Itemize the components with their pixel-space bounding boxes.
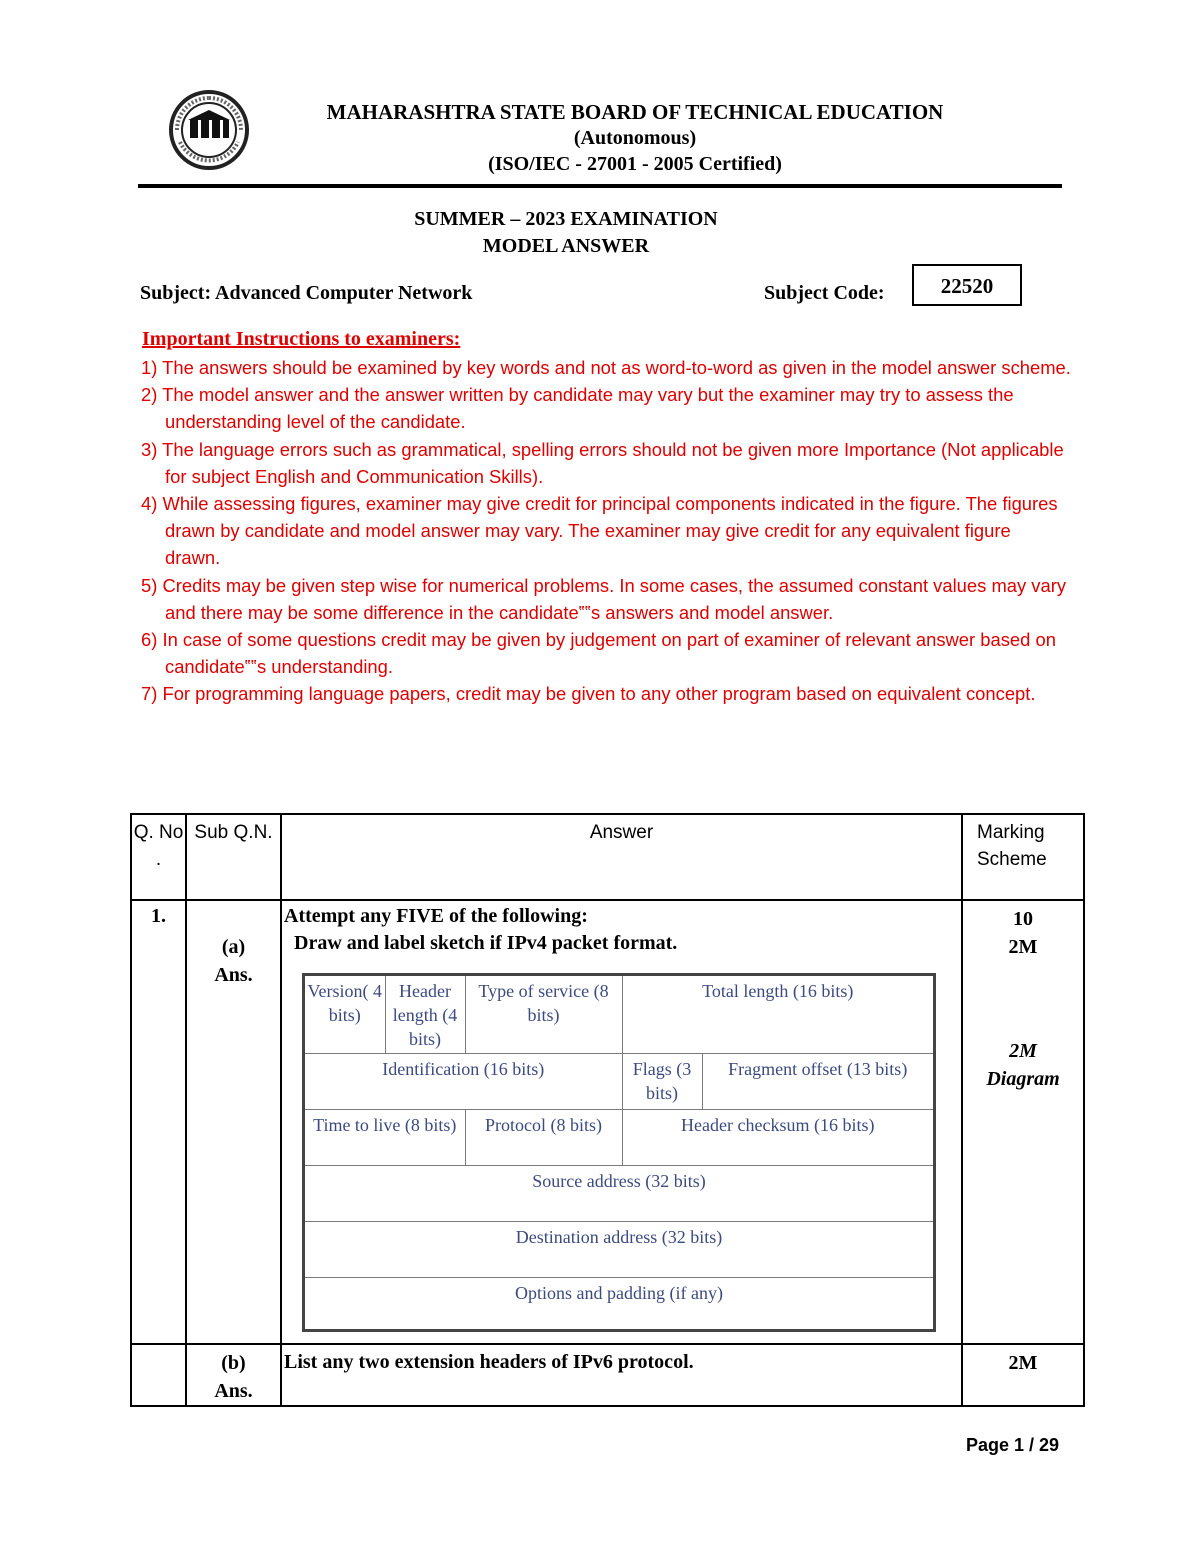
field-options-padding: Options and padding (if any) [305, 1278, 933, 1328]
instruction-item: 5) Credits may be given step wise for numerical problems. In some cases, the assumed constant values may vary and there may be some difference in the candidate‟‟s answers and model answer. [141, 574, 1067, 623]
q-number-empty [131, 1344, 186, 1406]
autonomous-label: (Autonomous) [573, 127, 697, 149]
subject-name: Subject: Advanced Computer Network [140, 282, 473, 304]
field-total-length: Total length (16 bits) [622, 976, 933, 1054]
field-destination-address: Destination address (32 bits) [305, 1222, 933, 1278]
field-ttl: Time to live (8 bits) [305, 1110, 465, 1166]
header-marking-scheme: Marking Scheme [962, 814, 1084, 900]
q-number: 1. [131, 900, 186, 1344]
instruction-item: 7) For programming language papers, credit may be given to any other program based on equivalent concept. [141, 683, 1036, 705]
question-marks: 2M [1008, 1352, 1038, 1374]
ans-label: Ans. [214, 1380, 253, 1402]
exam-title: SUMMER – 2023 EXAMINATION [414, 208, 718, 230]
header-q-no: Q. No . [131, 814, 186, 900]
field-type-of-service: Type of service (8 bits) [465, 976, 622, 1054]
subject-code-label: Subject Code: [764, 282, 885, 304]
answer-table [130, 813, 1085, 1407]
answer-cell [281, 900, 962, 1344]
field-flags: Flags (3 bits) [622, 1054, 702, 1110]
answer-cell [281, 1344, 962, 1406]
instruction-item: 1) The answers should be examined by key words and not as word-to-word as given in the model answer scheme. [141, 357, 1071, 378]
diagram-marks: 2M [1009, 1040, 1037, 1062]
field-header-checksum: Header checksum (16 bits) [622, 1110, 933, 1166]
instruction-item: 6) In case of some questions credit may be given by judgement on part of examiner of relevant answer based on candidate‟‟s understanding. [141, 629, 1056, 678]
table-row [131, 900, 1084, 1344]
header-rule [138, 184, 1062, 188]
table-header-row [131, 814, 1084, 900]
field-header-length: Header length (4 bits) [385, 976, 465, 1054]
diagram-label: Diagram [986, 1068, 1060, 1090]
board-name: MAHARASHTRA STATE BOARD OF TECHNICAL EDUCATION [326, 100, 944, 124]
sub-question-cell [186, 900, 281, 1344]
field-source-address: Source address (32 bits) [305, 1166, 933, 1222]
sub-question-label: (a) [221, 936, 246, 958]
total-marks: 10 [1013, 908, 1033, 930]
msbte-seal-logo [150, 90, 268, 170]
attempt-instruction: Attempt any FIVE of the following: [284, 905, 588, 927]
ans-label: Ans. [214, 964, 253, 986]
sub-question-cell [186, 1344, 281, 1406]
subject-code-box: 22520 [912, 264, 1022, 306]
marks-cell [962, 1344, 1084, 1406]
field-fragment-offset: Fragment offset (13 bits) [702, 1054, 933, 1110]
sub-question-label: (b) [221, 1352, 246, 1374]
marks-cell [962, 900, 1084, 1344]
header-answer: Answer [281, 814, 962, 900]
instructions-title: Important Instructions to examiners: [142, 328, 461, 350]
instructions-list [141, 354, 1071, 708]
certification-label: (ISO/IEC - 27001 - 2005 Certified) [488, 153, 782, 175]
ipv4-packet-diagram [302, 973, 936, 1332]
instruction-item: 2) The model answer and the answer written by candidate may vary but the examiner may try to assess the understanding level of the candidate. [141, 384, 1014, 433]
instruction-item: 3) The language errors such as grammatical, spelling errors should not be given more Importance (Not applicable for subject English and Communication Skills). [141, 438, 1064, 487]
page-number: Page 1 / 29 [966, 1435, 1060, 1455]
question-text: Draw and label sketch if IPv4 packet format. [294, 932, 678, 954]
field-version: Version( 4 bits) [305, 976, 385, 1054]
question-marks: 2M [1008, 936, 1038, 958]
question-text: List any two extension headers of IPv6 protocol. [284, 1351, 694, 1373]
table-row [131, 1344, 1084, 1406]
doc-type: MODEL ANSWER [482, 235, 650, 257]
field-protocol: Protocol (8 bits) [465, 1110, 622, 1166]
field-identification: Identification (16 bits) [305, 1054, 622, 1110]
instruction-item: 4) While assessing figures, examiner may give credit for principal components indicated in the figure. The figures drawn by candidate and model answer may vary. The examiner may give credit for any equivalent figure drawn. [141, 493, 1058, 569]
header-sub-qn: Sub Q.N. [186, 814, 281, 900]
